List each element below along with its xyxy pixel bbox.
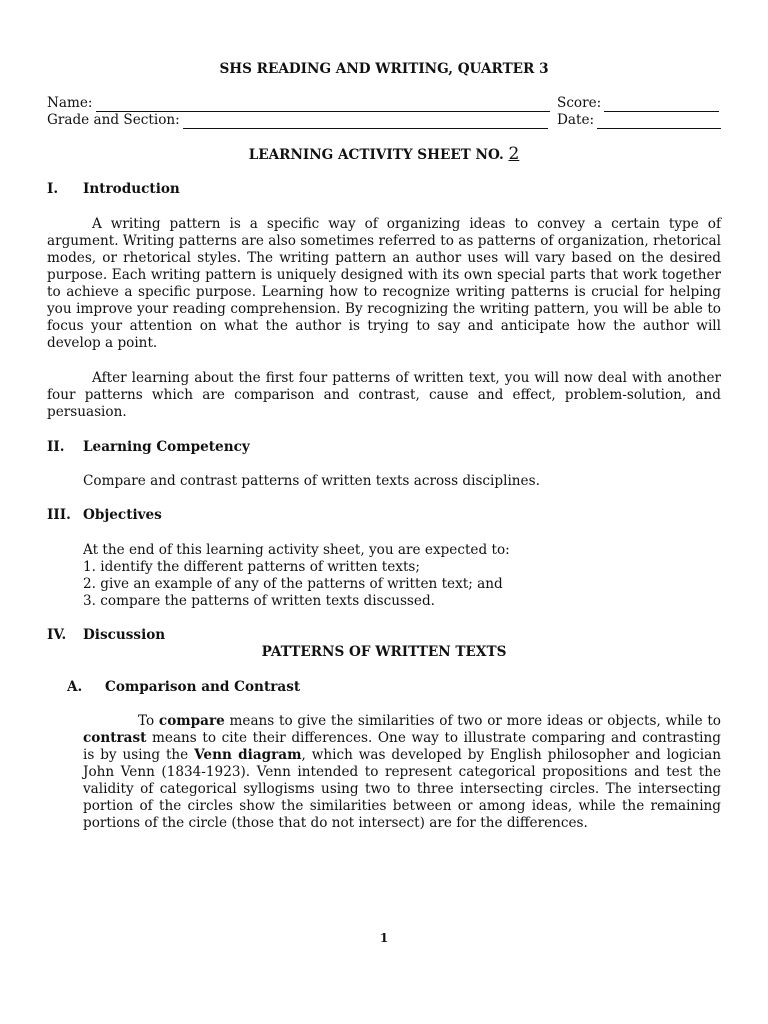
- term-venn-diagram: Venn diagram: [194, 747, 302, 763]
- page-number: 1: [379, 931, 389, 945]
- subsection-letter: A.: [67, 679, 83, 695]
- date-blank-line: [597, 116, 721, 129]
- sheet-number: 2: [508, 144, 520, 164]
- paragraph-text: To: [138, 713, 159, 729]
- name-score-row: [47, 95, 720, 113]
- paragraph-text: means to give the similarities of two or more ideas or objects, while to: [224, 713, 721, 729]
- name-blank-line: [96, 99, 550, 112]
- objective-item: 2. give an example of any of the patterns of written text; and: [83, 576, 503, 592]
- section-heading-text: Introduction: [83, 181, 180, 197]
- date-field: [557, 112, 721, 129]
- grade-section-field: [47, 112, 548, 129]
- section-roman-numeral: IV.: [47, 627, 67, 643]
- section-roman-numeral: I.: [47, 181, 59, 197]
- section-competency-heading: [47, 439, 250, 456]
- competency-text: Compare and contrast patterns of written texts across disciplines.: [83, 473, 540, 489]
- sheet-title: [0, 146, 768, 164]
- section-introduction-heading: [47, 181, 180, 198]
- term-compare: compare: [158, 713, 225, 729]
- subsection-comparison-heading: [67, 679, 300, 696]
- introduction-paragraph-1: A writing pattern is a specific way of organizing ideas to convey a certain type of argument. Writing patterns are also sometimes referred to as patterns of organization, rhetorical modes, or rhetorical styles. The writing pattern an author uses will vary based on the desired purpose. Each writing pattern is uniquely designed with its own special parts that work together to achieve a specific purpose. Learning how to recognize writing patterns is crucial for helping you improve your reading comprehension. By recognizing the writing pattern, you will be able to focus your attention on what the author is trying to say and anticipate how the author will develop a point.: [47, 216, 721, 351]
- objective-item: 3. compare the patterns of written texts discussed.: [83, 593, 435, 609]
- subsection-heading-text: Comparison and Contrast: [105, 679, 301, 695]
- score-field: [557, 95, 719, 112]
- objectives-intro: At the end of this learning activity sheet, you are expected to:: [83, 542, 510, 558]
- comparison-contrast-paragraph: [83, 713, 721, 832]
- grade-section-label: Grade and Section:: [47, 112, 180, 128]
- discussion-subtitle: PATTERNS OF WRITTEN TEXTS: [261, 644, 507, 660]
- section-heading-text: Objectives: [83, 507, 162, 523]
- name-field: [47, 95, 550, 112]
- grade-date-row: [47, 112, 720, 130]
- grade-section-blank-line: [183, 116, 548, 129]
- score-blank-line: [604, 99, 719, 112]
- section-heading-text: Learning Competency: [83, 439, 250, 455]
- paragraph-text: means to cite their differences. One way to illustrate comparing and contrasting is by using the: [83, 730, 721, 763]
- section-heading-text: Discussion: [83, 627, 166, 643]
- section-discussion-heading: [47, 627, 165, 644]
- section-roman-numeral: II.: [47, 439, 65, 455]
- paragraph-text: , which was developed by English philosopher and logician John Venn (1834-1923). Venn intended to represent categorical propositions and test the validity of categorical syllogisms using two to three intersecting circles. The intersecting portion of the circles show the similarities between or among ideas, while the remaining portions of the circle (those that do not intersect) are for the differences.: [83, 747, 721, 831]
- term-contrast: contrast: [83, 730, 147, 746]
- date-label: Date:: [557, 112, 595, 128]
- section-roman-numeral: III.: [47, 507, 71, 523]
- document-title: SHS READING AND WRITING, QUARTER 3: [219, 61, 549, 77]
- introduction-paragraph-2: After learning about the first four patterns of written text, you will now deal with another four patterns which are comparison and contrast, cause and effect, problem-solution, and persuasion.: [47, 370, 721, 420]
- name-label: Name:: [47, 95, 93, 111]
- objective-item: 1. identify the different patterns of written texts;: [83, 559, 420, 575]
- sheet-title-prefix: LEARNING ACTIVITY SHEET NO.: [248, 147, 504, 163]
- score-label: Score:: [557, 95, 602, 111]
- section-objectives-heading: [47, 507, 162, 524]
